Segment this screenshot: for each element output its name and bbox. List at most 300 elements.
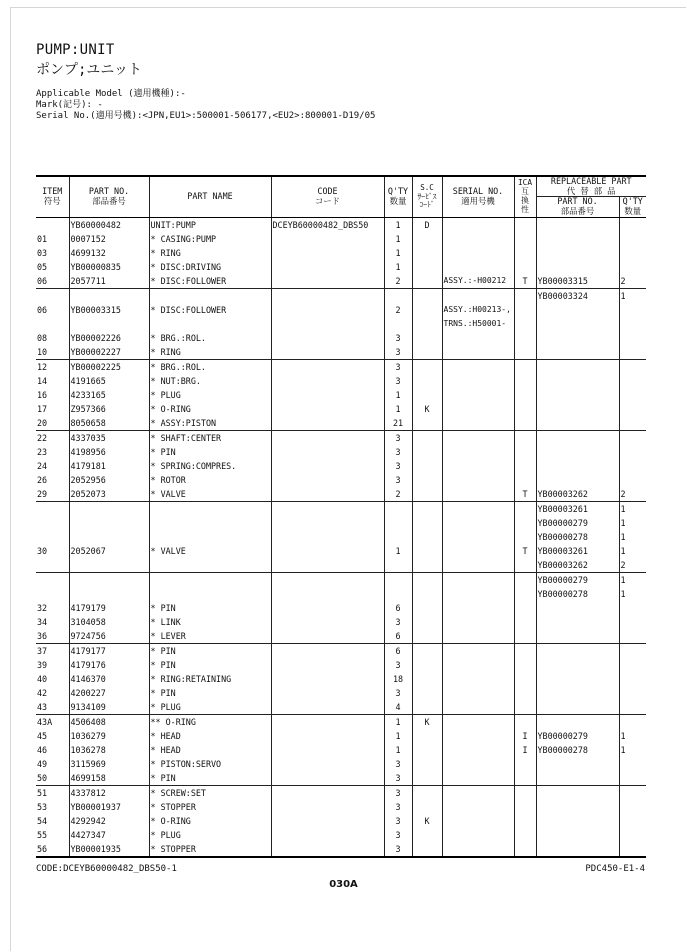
part-no-cell: 4179179 [69,601,149,615]
code-cell [271,345,384,360]
code-cell [271,260,384,274]
part-no-cell: 3115969 [69,757,149,771]
qty-cell: 3 [384,359,412,374]
interchangeability-cell [514,260,536,274]
qty-cell: 18 [384,672,412,686]
replaceable-part-no-cell [536,388,619,402]
qty-cell: 2 [384,274,412,289]
applicable-model: Applicable Model (適用機種):- [36,89,186,99]
item-cell: 29 [36,487,69,502]
item-cell: 05 [36,260,69,274]
serial-no-cell [442,402,514,416]
table-row [36,785,646,800]
item-cell: 32 [36,601,69,615]
item-cell [36,587,69,601]
interchangeability-cell [514,232,536,246]
interchangeability-cell [514,402,536,416]
part-no-cell: YB00002226 [69,331,149,345]
service-code-cell [412,516,442,530]
table-row [36,473,646,487]
part-name-cell: * VALVE [149,487,271,502]
item-cell: 54 [36,814,69,828]
table-row [36,743,646,757]
replaceable-qty-cell [619,317,646,331]
serial-no-cell [442,601,514,615]
code-cell [271,771,384,786]
replaceable-part-no-cell [536,246,619,260]
table-row [36,260,646,274]
service-code-cell [412,587,442,601]
service-code-cell: D [412,217,442,232]
item-cell: 30 [36,544,69,558]
part-name-cell: * PIN [149,643,271,658]
qty-cell: 3 [384,828,412,842]
replaceable-qty-cell [619,643,646,658]
table-row [36,828,646,842]
qty-cell: 3 [384,331,412,345]
table-row [36,246,646,260]
qty-cell: 3 [384,473,412,487]
table-row [36,601,646,615]
part-name-cell [149,587,271,601]
interchangeability-cell [514,828,536,842]
replaceable-part-no-cell: YB00003324 [536,288,619,303]
service-code-cell [412,757,442,771]
replaceable-part-no-cell: YB00000278 [536,587,619,601]
service-code-cell [412,274,442,289]
replaceable-qty-cell [619,416,646,431]
replaceable-part-no-cell: YB00003315 [536,274,619,289]
item-cell: 36 [36,629,69,644]
code-cell [271,274,384,289]
item-cell: 20 [36,416,69,431]
table-row [36,416,646,431]
replaceable-part-no-cell [536,842,619,857]
service-code-cell [412,445,442,459]
replaceable-qty-cell [619,757,646,771]
part-name-cell: * STOPPER [149,842,271,857]
serial-no-cell [442,487,514,502]
part-name-cell [149,572,271,587]
interchangeability-cell [514,246,536,260]
item-cell: 06 [36,274,69,289]
serial-no-cell [442,246,514,260]
part-no-cell [69,288,149,303]
interchangeability-cell [514,430,536,445]
header-qty: Q'TY 数量 [384,176,412,217]
part-name-cell [149,501,271,516]
service-code-cell [412,615,442,629]
item-cell: 43 [36,700,69,715]
part-name-cell [149,558,271,573]
replaceable-part-no-cell [536,643,619,658]
interchangeability-cell [514,473,536,487]
part-no-cell: 0007152 [69,232,149,246]
part-name-cell: * RING [149,345,271,360]
interchangeability-cell [514,629,536,644]
code-cell [271,587,384,601]
part-no-cell: 2052073 [69,487,149,502]
part-no-cell: YB00002227 [69,345,149,360]
replaceable-part-no-cell: YB00003261 [536,501,619,516]
part-no-cell: 4337035 [69,430,149,445]
service-code-cell [412,331,442,345]
replaceable-qty-cell [619,714,646,729]
part-name-cell: * BRG.:ROL. [149,359,271,374]
replaceable-qty-cell: 1 [619,544,646,558]
code-cell [271,615,384,629]
serial-no-cell [442,388,514,402]
serial-no-cell [442,558,514,573]
code-cell [271,430,384,445]
replaceable-qty-cell [619,331,646,345]
code-cell [271,828,384,842]
replaceable-part-no-cell: YB00003261 [536,544,619,558]
header-serial-no: SERIAL NO. 適用号機 [442,176,514,217]
item-cell: 43A [36,714,69,729]
replaceable-qty-cell [619,359,646,374]
service-code-cell [412,359,442,374]
part-name-cell: * VALVE [149,544,271,558]
serial-no-cell [442,374,514,388]
replaceable-qty-cell: 1 [619,729,646,743]
qty-cell: 1 [384,260,412,274]
serial-no-cell [442,459,514,473]
qty-cell: 2 [384,303,412,317]
service-code-cell [412,558,442,573]
serial-no-cell [442,217,514,232]
part-no-cell [69,558,149,573]
code-cell [271,800,384,814]
interchangeability-cell [514,374,536,388]
item-cell: 22 [36,430,69,445]
part-name-cell: * ROTOR [149,473,271,487]
code-cell [271,629,384,644]
part-name-cell: * HEAD [149,729,271,743]
code-cell [271,473,384,487]
qty-cell: 4 [384,700,412,715]
replaceable-part-no-cell [536,232,619,246]
serial-no-cell [442,686,514,700]
qty-cell: 6 [384,601,412,615]
table-row [36,658,646,672]
part-name-cell: * HEAD [149,743,271,757]
item-cell: 06 [36,303,69,317]
part-no-cell: 4179181 [69,459,149,473]
item-cell: 08 [36,331,69,345]
part-name-cell: * NUT:BRG. [149,374,271,388]
table-row [36,643,646,658]
serial-no-cell [442,516,514,530]
serial-no-cell [442,473,514,487]
replaceable-part-no-cell [536,686,619,700]
table-row [36,814,646,828]
title-japanese: ポンプ;ユニット [36,62,142,78]
code-cell [271,785,384,800]
part-name-cell: * RING [149,246,271,260]
part-no-cell [69,572,149,587]
serial-no-cell [442,757,514,771]
qty-cell: 3 [384,800,412,814]
replaceable-qty-cell [619,260,646,274]
part-name-cell: * STOPPER [149,800,271,814]
service-code-cell [412,430,442,445]
part-name-cell: * DISC:FOLLOWER [149,303,271,317]
qty-cell: 21 [384,416,412,431]
part-name-cell: * O-RING [149,814,271,828]
table-row [36,672,646,686]
service-code-cell [412,785,442,800]
part-no-cell [69,516,149,530]
code-cell [271,842,384,857]
code-cell [271,714,384,729]
replaceable-qty-cell [619,402,646,416]
replaceable-part-no-cell: YB00000279 [536,572,619,587]
replaceable-part-no-cell [536,601,619,615]
interchangeability-cell [514,686,536,700]
item-cell: 14 [36,374,69,388]
replaceable-qty-cell: 1 [619,501,646,516]
replaceable-qty-cell: 1 [619,288,646,303]
code-cell [271,658,384,672]
interchangeability-cell [514,601,536,615]
service-code-cell [412,629,442,644]
code-cell [271,246,384,260]
part-no-cell: 4699132 [69,246,149,260]
qty-cell: 6 [384,629,412,644]
part-name-cell: * O-RING [149,402,271,416]
replaceable-part-no-cell [536,416,619,431]
qty-cell: 3 [384,842,412,857]
item-cell [36,288,69,303]
replaceable-part-no-cell: YB00000278 [536,743,619,757]
interchangeability-cell [514,459,536,473]
service-code-cell [412,544,442,558]
service-code-cell [412,658,442,672]
part-no-cell [69,587,149,601]
code-cell [271,558,384,573]
part-no-cell [69,530,149,544]
code-cell [271,487,384,502]
code-cell [271,402,384,416]
qty-cell: 3 [384,771,412,786]
qty-cell: 3 [384,615,412,629]
interchangeability-cell [514,388,536,402]
replaceable-qty-cell [619,700,646,715]
interchangeability-cell: T [514,544,536,558]
table-row [36,558,646,573]
header-code: CODE コード [271,176,384,217]
qty-cell: 3 [384,445,412,459]
part-no-cell: 4699158 [69,771,149,786]
table-row [36,686,646,700]
replaceable-qty-cell [619,629,646,644]
service-code-cell [412,530,442,544]
part-no-cell: 4146370 [69,672,149,686]
replaceable-qty-cell [619,672,646,686]
part-no-cell: 4506408 [69,714,149,729]
table-row [36,217,646,232]
code-cell [271,544,384,558]
replaceable-qty-cell [619,217,646,232]
service-code-cell [412,288,442,303]
item-cell [36,317,69,331]
qty-cell: 3 [384,814,412,828]
table-row [36,374,646,388]
table-row [36,729,646,743]
replaceable-part-no-cell [536,629,619,644]
service-code-cell: K [412,814,442,828]
part-no-cell [69,501,149,516]
part-no-cell: 2052067 [69,544,149,558]
code-cell [271,317,384,331]
table-row [36,757,646,771]
code-cell [271,445,384,459]
interchangeability-cell [514,771,536,786]
serial-no-cell [442,814,514,828]
code-cell [271,572,384,587]
table-row [36,700,646,715]
service-code-cell [412,800,442,814]
qty-cell [384,288,412,303]
item-cell: 16 [36,388,69,402]
header-replaceable-qty: Q'TY 数量 [619,197,646,217]
code-cell [271,643,384,658]
replaceable-qty-cell [619,601,646,615]
interchangeability-cell [514,558,536,573]
replaceable-qty-cell [619,473,646,487]
qty-cell: 3 [384,345,412,360]
qty-cell: 1 [384,743,412,757]
replaceable-qty-cell [619,686,646,700]
item-cell: 39 [36,658,69,672]
serial-no-cell [442,345,514,360]
qty-cell: 1 [384,246,412,260]
qty-cell: 3 [384,658,412,672]
serial-no-cell [442,643,514,658]
part-name-cell: * SPRING:COMPRES. [149,459,271,473]
interchangeability-cell [514,587,536,601]
item-cell: 24 [36,459,69,473]
part-name-cell: * RING:RETAINING [149,672,271,686]
service-code-cell [412,672,442,686]
service-code-cell [412,771,442,786]
service-code-cell [412,246,442,260]
serial-no-cell [442,771,514,786]
serial-no-cell: ASSY.:-H00212 [442,274,514,289]
part-name-cell: * BRG.:ROL. [149,331,271,345]
part-name-cell: * CASING:PUMP [149,232,271,246]
serial-no-cell [442,700,514,715]
part-name-cell: UNIT:PUMP [149,217,271,232]
qty-cell [384,516,412,530]
part-no-cell: 4191665 [69,374,149,388]
interchangeability-cell [514,516,536,530]
part-no-cell: 1036279 [69,729,149,743]
service-code-cell [412,303,442,317]
interchangeability-cell [514,572,536,587]
replaceable-qty-cell [619,828,646,842]
qty-cell: 1 [384,729,412,743]
interchangeability-cell [514,416,536,431]
header-item: ITEM 符号 [36,176,69,217]
item-cell: 51 [36,785,69,800]
service-code-cell [412,828,442,842]
service-code-cell [412,459,442,473]
table-row [36,572,646,587]
code-cell [271,232,384,246]
part-no-cell: YB00003315 [69,303,149,317]
table-row [36,516,646,530]
serial-no-cell [442,288,514,303]
item-cell [36,501,69,516]
code-cell [271,757,384,771]
part-name-cell [149,288,271,303]
part-no-cell: 9134109 [69,700,149,715]
replaceable-part-no-cell [536,445,619,459]
part-name-cell [149,317,271,331]
replaceable-part-no-cell [536,260,619,274]
replaceable-part-no-cell [536,828,619,842]
serial-no-cell [442,430,514,445]
interchangeability-cell [514,714,536,729]
replaceable-part-no-cell [536,359,619,374]
serial-no-cell [442,729,514,743]
interchangeability-cell [514,530,536,544]
part-name-cell: * PIN [149,601,271,615]
replaceable-part-no-cell [536,459,619,473]
interchangeability-cell [514,288,536,303]
qty-cell: 1 [384,217,412,232]
part-no-cell: 4427347 [69,828,149,842]
replaceable-part-no-cell [536,800,619,814]
footer-code: CODE:DCEYB60000482_DBS50-1 [36,864,177,874]
replaceable-qty-cell: 1 [619,587,646,601]
item-cell: 56 [36,842,69,857]
qty-cell: 6 [384,643,412,658]
table-row [36,402,646,416]
part-name-cell: * PIN [149,771,271,786]
replaceable-part-no-cell [536,785,619,800]
code-cell [271,814,384,828]
header-ica: ICA 互 換 性 [514,176,536,217]
replaceable-part-no-cell [536,672,619,686]
part-no-cell: YB00002225 [69,359,149,374]
code-cell [271,359,384,374]
serial-no-cell [442,260,514,274]
page-number: 030A [329,879,358,890]
interchangeability-cell: T [514,487,536,502]
part-name-cell: * DISC:FOLLOWER [149,274,271,289]
part-name-cell: * PIN [149,658,271,672]
replaceable-qty-cell [619,374,646,388]
replaceable-qty-cell: 1 [619,572,646,587]
service-code-cell [412,232,442,246]
item-cell: 17 [36,402,69,416]
interchangeability-cell [514,501,536,516]
part-no-cell: 4337812 [69,785,149,800]
replaceable-qty-cell: 2 [619,487,646,502]
replaceable-part-no-cell [536,317,619,331]
serial-no-cell [442,842,514,857]
interchangeability-cell [514,672,536,686]
item-cell: 10 [36,345,69,360]
replaceable-part-no-cell [536,771,619,786]
replaceable-qty-cell: 1 [619,743,646,757]
replaceable-part-no-cell: YB00000279 [536,516,619,530]
qty-cell: 3 [384,430,412,445]
qty-cell: 3 [384,686,412,700]
